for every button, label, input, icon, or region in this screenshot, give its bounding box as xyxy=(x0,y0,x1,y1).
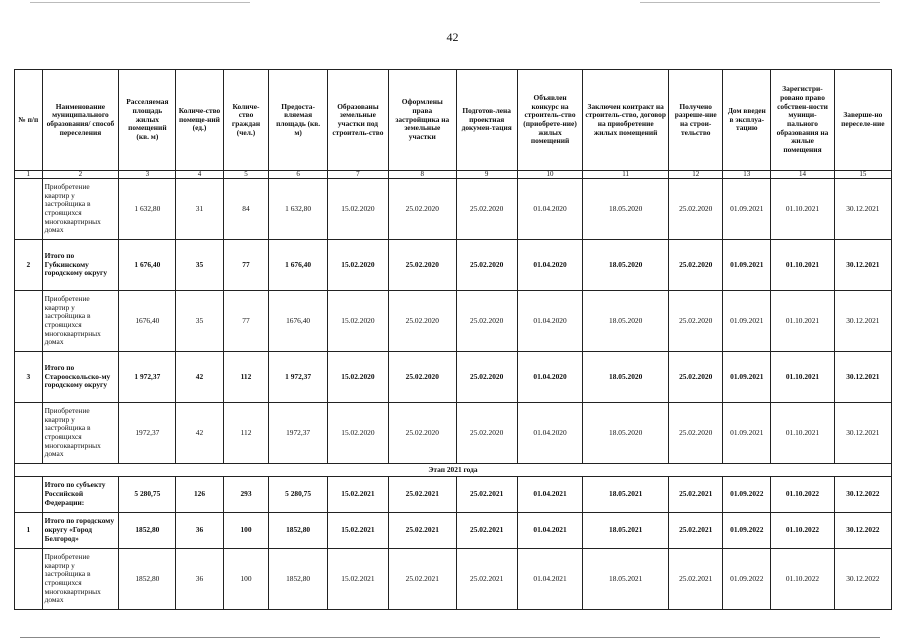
resettled-area-cell: 1 676,40 xyxy=(119,240,176,291)
resettlement-table xyxy=(14,69,892,610)
date-cell: 25.02.2021 xyxy=(669,549,723,610)
date-cell: 01.10.2021 xyxy=(771,352,834,403)
rooms-count-cell: 35 xyxy=(176,291,223,352)
date-cell: 18.05.2020 xyxy=(583,179,669,240)
date-cell: 01.09.2022 xyxy=(723,513,771,549)
row-number-cell: 2 xyxy=(15,240,43,291)
date-cell: 25.02.2020 xyxy=(669,291,723,352)
rooms-count-cell: 42 xyxy=(176,352,223,403)
provided-area-cell: 1972,37 xyxy=(269,403,327,464)
date-cell: 01.10.2022 xyxy=(771,513,834,549)
page-number: 42 xyxy=(446,30,459,44)
date-cell: 01.04.2020 xyxy=(517,352,582,403)
table-row xyxy=(15,549,892,610)
header-cell: Количе-ство помеще-ний (ед.) xyxy=(176,70,223,171)
column-number: 10 xyxy=(517,171,582,179)
date-cell: 30.12.2021 xyxy=(834,291,891,352)
resettled-area-cell: 1972,37 xyxy=(119,403,176,464)
entity-name-cell: Итого по городскому округу «Город Белгород» xyxy=(42,513,119,549)
date-cell: 01.04.2020 xyxy=(517,240,582,291)
date-cell: 25.02.2021 xyxy=(389,477,456,513)
date-cell: 25.02.2020 xyxy=(669,403,723,464)
date-cell: 01.10.2022 xyxy=(771,549,834,610)
date-cell: 15.02.2020 xyxy=(327,179,388,240)
date-cell: 25.02.2020 xyxy=(456,291,517,352)
table-row xyxy=(15,352,892,403)
provided-area-cell: 1 676,40 xyxy=(269,240,327,291)
citizens-count-cell: 112 xyxy=(223,403,269,464)
resettled-area-cell: 1852,80 xyxy=(119,549,176,610)
citizens-count-cell: 293 xyxy=(223,477,269,513)
date-cell: 25.02.2020 xyxy=(389,403,456,464)
resettled-area-cell: 1852,80 xyxy=(119,513,176,549)
date-cell: 25.02.2020 xyxy=(669,179,723,240)
entity-name-cell: Итого по Старооскольско-му городскому округу xyxy=(42,352,119,403)
date-cell: 18.05.2021 xyxy=(583,477,669,513)
date-cell: 25.02.2020 xyxy=(669,352,723,403)
resettled-area-cell: 5 280,75 xyxy=(119,477,176,513)
table-row xyxy=(15,403,892,464)
citizens-count-cell: 77 xyxy=(223,291,269,352)
provided-area-cell: 5 280,75 xyxy=(269,477,327,513)
column-number: 14 xyxy=(771,171,834,179)
date-cell: 15.02.2021 xyxy=(327,513,388,549)
date-cell: 01.04.2021 xyxy=(517,549,582,610)
entity-name-cell: Итого по субъекту Российской Федерации: xyxy=(42,477,119,513)
date-cell: 01.09.2021 xyxy=(723,291,771,352)
date-cell: 30.12.2021 xyxy=(834,352,891,403)
header-cell: № п/п xyxy=(15,70,43,171)
resettled-area-cell: 1676,40 xyxy=(119,291,176,352)
column-number: 7 xyxy=(327,171,388,179)
date-cell: 15.02.2020 xyxy=(327,352,388,403)
header-cell: Объявлен конкурс на строитель-ство (приобрете-ние) жилых помещений xyxy=(517,70,582,171)
entity-name-cell: Приобретение квартир у застройщика в строящихся многоквартирных домах xyxy=(42,179,119,240)
date-cell: 01.10.2021 xyxy=(771,403,834,464)
date-cell: 30.12.2022 xyxy=(834,513,891,549)
entity-name-cell: Итого по Губкинскому городскому округу xyxy=(42,240,119,291)
date-cell: 25.02.2021 xyxy=(389,513,456,549)
date-cell: 01.04.2020 xyxy=(517,291,582,352)
date-cell: 18.05.2021 xyxy=(583,549,669,610)
date-cell: 01.09.2022 xyxy=(723,477,771,513)
table-row xyxy=(15,291,892,352)
provided-area-cell: 1676,40 xyxy=(269,291,327,352)
stage-row xyxy=(15,464,892,477)
date-cell: 15.02.2020 xyxy=(327,240,388,291)
date-cell: 01.04.2020 xyxy=(517,403,582,464)
column-number: 5 xyxy=(223,171,269,179)
date-cell: 01.10.2021 xyxy=(771,179,834,240)
rooms-count-cell: 36 xyxy=(176,513,223,549)
header-cell: Заключен контракт на строитель-ство, договор на приобретение жилых помещений xyxy=(583,70,669,171)
date-cell: 01.09.2021 xyxy=(723,403,771,464)
provided-area-cell: 1852,80 xyxy=(269,513,327,549)
date-cell: 18.05.2020 xyxy=(583,291,669,352)
date-cell: 25.02.2021 xyxy=(669,477,723,513)
date-cell: 30.12.2021 xyxy=(834,403,891,464)
citizens-count-cell: 100 xyxy=(223,549,269,610)
date-cell: 25.02.2020 xyxy=(389,240,456,291)
column-number: 15 xyxy=(834,171,891,179)
citizens-count-cell: 77 xyxy=(223,240,269,291)
header-cell: Расселяемая площадь жилых помещений (кв. м) xyxy=(119,70,176,171)
rooms-count-cell: 126 xyxy=(176,477,223,513)
citizens-count-cell: 100 xyxy=(223,513,269,549)
date-cell: 15.02.2020 xyxy=(327,291,388,352)
entity-name-cell: Приобретение квартир у застройщика в строящихся многоквартирных домах xyxy=(42,403,119,464)
date-cell: 01.10.2021 xyxy=(771,291,834,352)
date-cell: 25.02.2021 xyxy=(389,549,456,610)
column-number: 12 xyxy=(669,171,723,179)
row-number-cell xyxy=(15,291,43,352)
date-cell: 01.04.2021 xyxy=(517,513,582,549)
stage-label: Этап 2021 года xyxy=(15,464,892,477)
provided-area-cell: 1852,80 xyxy=(269,549,327,610)
citizens-count-cell: 112 xyxy=(223,352,269,403)
date-cell: 25.02.2020 xyxy=(389,291,456,352)
date-cell: 25.02.2021 xyxy=(456,513,517,549)
rooms-count-cell: 31 xyxy=(176,179,223,240)
date-cell: 01.09.2021 xyxy=(723,240,771,291)
date-cell: 25.02.2020 xyxy=(389,352,456,403)
column-number: 8 xyxy=(389,171,456,179)
date-cell: 18.05.2020 xyxy=(583,403,669,464)
date-cell: 01.10.2021 xyxy=(771,240,834,291)
column-number: 9 xyxy=(456,171,517,179)
column-number: 4 xyxy=(176,171,223,179)
date-cell: 25.02.2020 xyxy=(456,179,517,240)
date-cell: 25.02.2020 xyxy=(456,240,517,291)
header-cell: Дом введен в эксплуа-тацию xyxy=(723,70,771,171)
header-cell: Образованы земельные участки под строитель-ство xyxy=(327,70,388,171)
entity-name-cell: Приобретение квартир у застройщика в строящихся многоквартирных домах xyxy=(42,291,119,352)
column-number: 13 xyxy=(723,171,771,179)
scan-edge-top xyxy=(640,2,880,3)
date-cell: 25.02.2021 xyxy=(456,477,517,513)
date-cell: 25.02.2020 xyxy=(669,240,723,291)
header-cell: Заверше-но переселе-ние xyxy=(834,70,891,171)
date-cell: 15.02.2021 xyxy=(327,549,388,610)
table-row xyxy=(15,513,892,549)
date-cell: 25.02.2021 xyxy=(669,513,723,549)
rooms-count-cell: 36 xyxy=(176,549,223,610)
column-number: 1 xyxy=(15,171,43,179)
date-cell: 25.02.2020 xyxy=(389,179,456,240)
date-cell: 18.05.2020 xyxy=(583,240,669,291)
date-cell: 01.04.2020 xyxy=(517,179,582,240)
citizens-count-cell: 84 xyxy=(223,179,269,240)
entity-name-cell: Приобретение квартир у застройщика в строящихся многоквартирных домах xyxy=(42,549,119,610)
date-cell: 01.10.2022 xyxy=(771,477,834,513)
header-cell: Оформлены права застройщика на земельные участки xyxy=(389,70,456,171)
row-number-cell xyxy=(15,179,43,240)
header-cell: Наименование муниципального образования/ способ переселения xyxy=(42,70,119,171)
date-cell: 30.12.2022 xyxy=(834,477,891,513)
date-cell: 25.02.2020 xyxy=(456,352,517,403)
header-cell: Получено разреше-ние на строи-тельство xyxy=(669,70,723,171)
provided-area-cell: 1 972,37 xyxy=(269,352,327,403)
date-cell: 01.09.2021 xyxy=(723,179,771,240)
header-cell: Подготов-лена проектная докумен-тация xyxy=(456,70,517,171)
date-cell: 25.02.2021 xyxy=(456,549,517,610)
table-row xyxy=(15,240,892,291)
scan-edge-bottom xyxy=(20,637,880,638)
row-number-cell: 3 xyxy=(15,352,43,403)
row-number-cell: 1 xyxy=(15,513,43,549)
row-number-cell xyxy=(15,549,43,610)
column-number: 6 xyxy=(269,171,327,179)
rooms-count-cell: 35 xyxy=(176,240,223,291)
date-cell: 30.12.2021 xyxy=(834,240,891,291)
date-cell: 30.12.2022 xyxy=(834,549,891,610)
date-cell: 15.02.2021 xyxy=(327,477,388,513)
resettled-area-cell: 1 632,80 xyxy=(119,179,176,240)
date-cell: 01.09.2021 xyxy=(723,352,771,403)
provided-area-cell: 1 632,80 xyxy=(269,179,327,240)
column-number: 3 xyxy=(119,171,176,179)
rooms-count-cell: 42 xyxy=(176,403,223,464)
date-cell: 18.05.2021 xyxy=(583,513,669,549)
table-row xyxy=(15,179,892,240)
header-cell: Зарегистри-ровано право собствен-ности муници-пального образования на жилые помещения xyxy=(771,70,834,171)
date-cell: 15.02.2020 xyxy=(327,403,388,464)
date-cell: 25.02.2020 xyxy=(456,403,517,464)
date-cell: 01.09.2022 xyxy=(723,549,771,610)
header-row xyxy=(15,70,892,171)
scan-edge-top xyxy=(30,2,250,3)
header-cell: Количе-ство граждан (чел.) xyxy=(223,70,269,171)
date-cell: 30.12.2021 xyxy=(834,179,891,240)
date-cell: 18.05.2020 xyxy=(583,352,669,403)
header-cell: Предоста-вляемая площадь (кв. м) xyxy=(269,70,327,171)
column-number-row xyxy=(15,171,892,179)
row-number-cell xyxy=(15,477,43,513)
date-cell: 01.04.2021 xyxy=(517,477,582,513)
row-number-cell xyxy=(15,403,43,464)
table-row xyxy=(15,477,892,513)
resettled-area-cell: 1 972,37 xyxy=(119,352,176,403)
column-number: 11 xyxy=(583,171,669,179)
column-number: 2 xyxy=(42,171,119,179)
